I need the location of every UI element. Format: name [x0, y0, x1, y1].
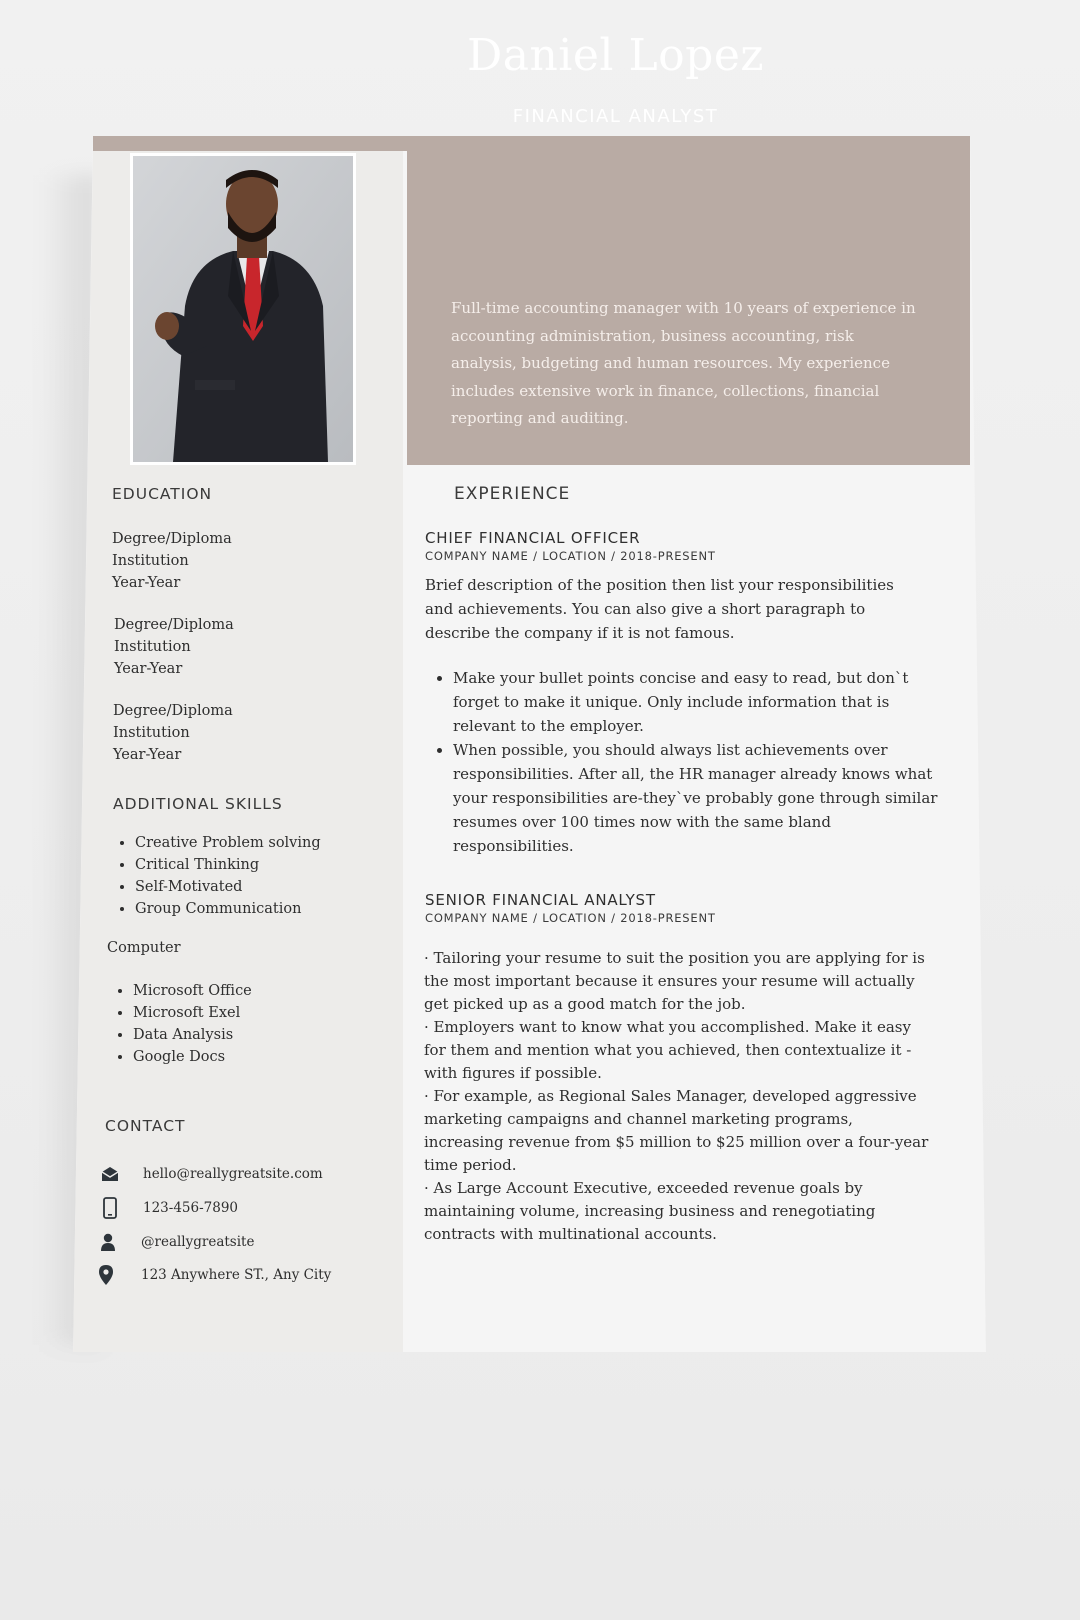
- job-point: · As Large Account Executive, exceeded revenue goals by maintaining volume, increasing business and renegotiating contracts with multinational accounts.: [424, 1179, 876, 1243]
- education-degree: Degree/Diploma: [113, 703, 233, 719]
- education-years: Year-Year: [114, 661, 183, 677]
- job-bullet: • When possible, you should always list achievements over responsibilities. After all, the HR manager already knows what your responsibilities are-they`ve probably gone through similar resumes over 100 times now with the same bland responsibilities.: [453, 738, 953, 858]
- location-pin-icon: [96, 1264, 116, 1286]
- education-years: Year-Year: [113, 747, 182, 763]
- skill-item: • Creative Problem solving: [135, 832, 321, 854]
- computer-skill-item: • Google Docs: [133, 1046, 252, 1068]
- job-bullet: • Make your bullet points concise and easy to read, but don`t forget to make it unique. Only include information that is relevant to the employer.: [453, 666, 953, 738]
- education-institution: Institution: [114, 639, 191, 655]
- skills-heading: ADDITIONAL SKILLS: [113, 795, 283, 813]
- education-heading: EDUCATION: [112, 485, 213, 503]
- profile-summary: Full-time accounting manager with 10 years of experience in accounting administration, business accounting, risk analysis, budgeting and human resources. My experience includes extensive work in finance, collections, financial reporting and auditing.: [451, 299, 916, 427]
- education-years: Year-Year: [112, 575, 181, 591]
- skills-list: [115, 832, 321, 920]
- candidate-title: FINANCIAL ANALYST: [512, 106, 719, 127]
- contact-address: 123 Anywhere ST., Any City: [141, 1267, 332, 1283]
- job-point: · Employers want to know what you accomplished. Make it easy for them and mention what you achieved, then contextualize it - with figures if possible.: [424, 1018, 912, 1082]
- education-entry: [114, 614, 234, 680]
- computer-skill-item: • Microsoft Exel: [133, 1002, 252, 1024]
- education-institution: Institution: [113, 725, 190, 741]
- profile-photo: [130, 153, 356, 465]
- contact-social-row: [98, 1230, 255, 1254]
- job-title: SENIOR FINANCIAL ANALYST: [425, 891, 656, 909]
- education-degree: Degree/Diploma: [114, 617, 234, 633]
- computer-skill-item: • Microsoft Office: [133, 980, 252, 1002]
- experience-heading: EXPERIENCE: [454, 484, 571, 504]
- contact-phone[interactable]: 123-456-7890: [143, 1200, 239, 1216]
- skill-item: • Self-Motivated: [135, 876, 321, 898]
- candidate-name: Daniel Lopez: [466, 30, 765, 81]
- job-title: CHIEF FINANCIAL OFFICER: [425, 529, 641, 547]
- contact-social[interactable]: @reallygreatsite: [141, 1234, 255, 1250]
- education-entry: [113, 700, 233, 766]
- contact-address-row: [96, 1263, 332, 1287]
- job-points: [424, 947, 936, 1246]
- skill-item: • Group Communication: [135, 898, 321, 920]
- job-bullets: [425, 666, 953, 858]
- contact-email[interactable]: hello@reallygreatsite.com: [143, 1166, 323, 1182]
- top-accent-band: [93, 136, 970, 151]
- job-point: · Tailoring your resume to suit the position you are applying for is the most important because it ensures your resume will actually get picked up as a good match for the job.: [424, 949, 925, 1013]
- education-entry: [112, 528, 232, 594]
- computer-skill-item: • Data Analysis: [133, 1024, 252, 1046]
- user-icon: [98, 1231, 118, 1253]
- contact-email-row: [100, 1162, 323, 1186]
- education-institution: Institution: [112, 553, 189, 569]
- computer-label: Computer: [107, 940, 181, 956]
- skill-item: • Critical Thinking: [135, 854, 321, 876]
- job-meta: COMPANY NAME / LOCATION / 2018-PRESENT: [425, 549, 716, 563]
- computer-skills-list: [113, 980, 252, 1068]
- job-meta: COMPANY NAME / LOCATION / 2018-PRESENT: [425, 911, 716, 925]
- portrait-image: [133, 156, 353, 462]
- phone-icon: [100, 1197, 120, 1219]
- contact-phone-row: [100, 1196, 239, 1220]
- envelope-icon: [100, 1163, 120, 1185]
- job-point: · For example, as Regional Sales Manager, developed aggressive marketing campaigns and channel marketing programs, increasing revenue from $5 million to $25 million over a four-year time period.: [424, 1087, 929, 1174]
- contact-heading: CONTACT: [105, 1117, 186, 1135]
- education-degree: Degree/Diploma: [112, 531, 232, 547]
- job-description: Brief description of the position then list your responsibilities and achievements. You can also give a short paragraph to describe the company if it is not famous.: [425, 576, 894, 642]
